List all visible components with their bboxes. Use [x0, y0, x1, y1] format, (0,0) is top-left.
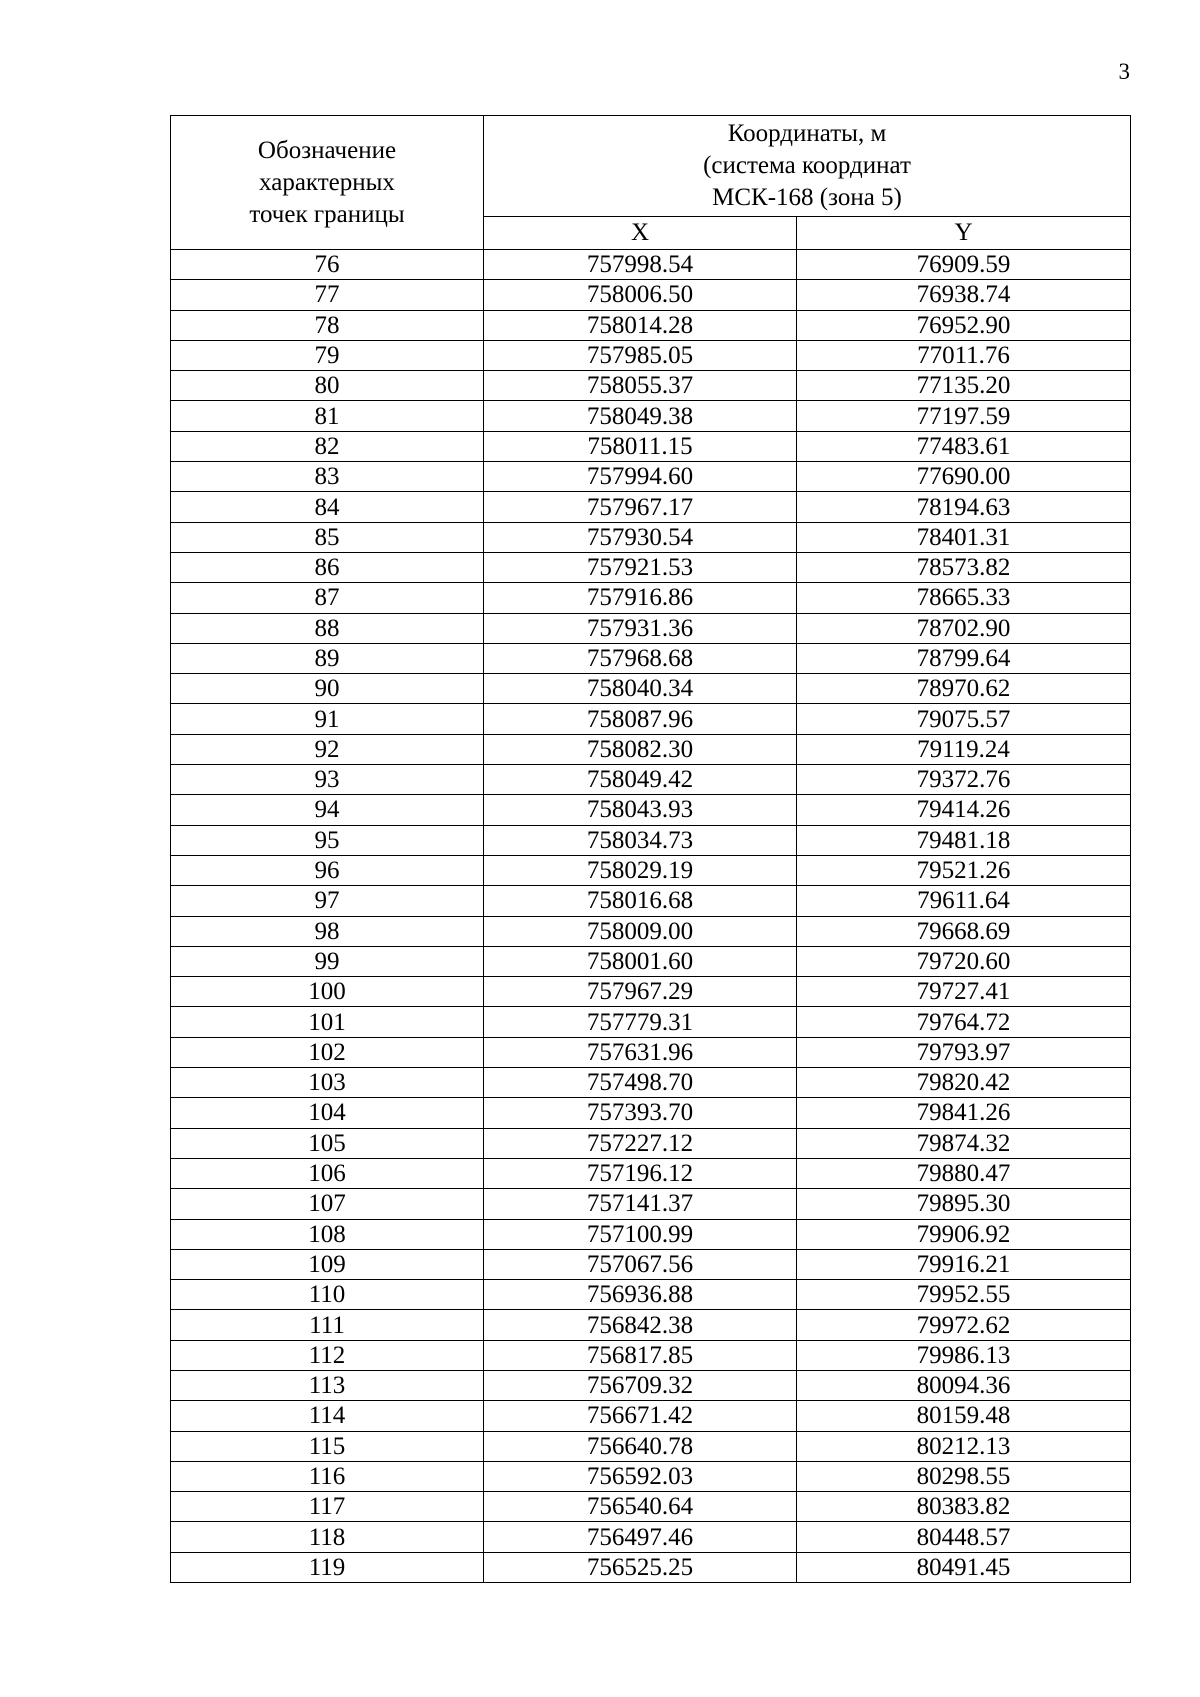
point-number-cell: 81 — [171, 401, 484, 431]
point-number-cell: 88 — [171, 613, 484, 643]
table-row — [171, 492, 1131, 522]
table-row — [171, 1219, 1131, 1249]
point-number-cell: 76 — [171, 250, 484, 280]
x-coordinate-cell: 758049.42 — [484, 765, 797, 795]
y-coordinate-cell: 77483.61 — [797, 431, 1131, 461]
y-coordinate-cell: 79611.64 — [797, 886, 1131, 916]
y-coordinate-cell: 79075.57 — [797, 704, 1131, 734]
x-coordinate-cell: 758029.19 — [484, 855, 797, 885]
table-row — [171, 371, 1131, 401]
point-number-cell: 96 — [171, 855, 484, 885]
y-coordinate-cell: 78665.33 — [797, 583, 1131, 613]
x-coordinate-cell: 756592.03 — [484, 1461, 797, 1491]
y-coordinate-cell: 79880.47 — [797, 1158, 1131, 1188]
x-coordinate-cell: 758087.96 — [484, 704, 797, 734]
y-coordinate-cell: 79895.30 — [797, 1189, 1131, 1219]
y-coordinate-cell: 79521.26 — [797, 855, 1131, 885]
point-number-cell: 84 — [171, 492, 484, 522]
coords-header-line-1: Координаты, м — [727, 120, 887, 147]
x-coordinate-cell: 756671.42 — [484, 1401, 797, 1431]
table-row — [171, 431, 1131, 461]
x-coordinate-cell: 757196.12 — [484, 1158, 797, 1188]
y-coordinate-cell: 80298.55 — [797, 1461, 1131, 1491]
y-coordinate-cell: 80383.82 — [797, 1492, 1131, 1522]
table-row — [171, 977, 1131, 1007]
point-number-cell: 95 — [171, 825, 484, 855]
point-number-cell: 101 — [171, 1007, 484, 1037]
x-coordinate-cell: 757931.36 — [484, 613, 797, 643]
x-coordinate-cell: 758009.00 — [484, 916, 797, 946]
table-row — [171, 250, 1131, 280]
point-header-line-2: характерных — [259, 168, 395, 196]
table-row — [171, 886, 1131, 916]
table-row — [171, 1249, 1131, 1279]
table-row — [171, 1007, 1131, 1037]
point-number-cell: 100 — [171, 977, 484, 1007]
point-number-cell: 80 — [171, 371, 484, 401]
point-number-cell: 105 — [171, 1128, 484, 1158]
table-row — [171, 401, 1131, 431]
table-row — [171, 765, 1131, 795]
y-coordinate-cell: 80094.36 — [797, 1370, 1131, 1400]
x-coordinate-cell: 757968.68 — [484, 643, 797, 673]
x-coordinate-cell: 757227.12 — [484, 1128, 797, 1158]
point-header-line-1: Обозначение — [257, 136, 397, 164]
x-coordinate-cell: 758082.30 — [484, 734, 797, 764]
y-coordinate-cell: 79874.32 — [797, 1128, 1131, 1158]
y-coordinate-cell: 79820.42 — [797, 1068, 1131, 1098]
point-number-cell: 112 — [171, 1340, 484, 1370]
x-coordinate-cell: 757998.54 — [484, 250, 797, 280]
table-row — [171, 795, 1131, 825]
point-number-cell: 79 — [171, 340, 484, 370]
x-coordinate-cell: 758055.37 — [484, 371, 797, 401]
table-row — [171, 1189, 1131, 1219]
y-coordinate-cell: 76909.59 — [797, 250, 1131, 280]
x-coordinate-cell: 756525.25 — [484, 1552, 797, 1582]
point-number-cell: 109 — [171, 1249, 484, 1279]
x-coordinate-cell: 756842.38 — [484, 1310, 797, 1340]
y-coordinate-cell: 79952.55 — [797, 1280, 1131, 1310]
x-coordinate-cell: 758043.93 — [484, 795, 797, 825]
x-coordinate-cell: 757779.31 — [484, 1007, 797, 1037]
table-row — [171, 1098, 1131, 1128]
y-column-header: Y — [797, 217, 1131, 250]
point-number-cell: 103 — [171, 1068, 484, 1098]
table-row — [171, 1068, 1131, 1098]
y-coordinate-cell: 78401.31 — [797, 522, 1131, 552]
table-row — [171, 704, 1131, 734]
point-number-cell: 108 — [171, 1219, 484, 1249]
x-column-header: X — [484, 217, 797, 250]
y-coordinate-cell: 78573.82 — [797, 552, 1131, 582]
x-coordinate-cell: 757916.86 — [484, 583, 797, 613]
table-row — [171, 310, 1131, 340]
point-number-cell: 115 — [171, 1431, 484, 1461]
coords-header-line-3: МСК-168 (зона 5) — [712, 184, 902, 211]
table-row — [171, 1522, 1131, 1552]
table-row — [171, 946, 1131, 976]
x-coordinate-cell: 756497.46 — [484, 1522, 797, 1552]
table-row — [171, 583, 1131, 613]
y-coordinate-cell: 79764.72 — [797, 1007, 1131, 1037]
point-number-cell: 97 — [171, 886, 484, 916]
point-number-cell: 107 — [171, 1189, 484, 1219]
point-number-cell: 102 — [171, 1037, 484, 1067]
y-coordinate-cell: 79481.18 — [797, 825, 1131, 855]
table-row — [171, 1461, 1131, 1491]
point-number-cell: 77 — [171, 280, 484, 310]
x-coordinate-cell: 756709.32 — [484, 1370, 797, 1400]
table-row — [171, 1492, 1131, 1522]
coordinates-header — [484, 116, 1131, 217]
table-row — [171, 1401, 1131, 1431]
x-coordinate-cell: 757930.54 — [484, 522, 797, 552]
x-coordinate-cell: 757994.60 — [484, 462, 797, 492]
point-number-cell: 117 — [171, 1492, 484, 1522]
table-row — [171, 522, 1131, 552]
table-row — [171, 462, 1131, 492]
point-number-cell: 110 — [171, 1280, 484, 1310]
point-number-cell: 106 — [171, 1158, 484, 1188]
table-row — [171, 1370, 1131, 1400]
point-number-cell: 91 — [171, 704, 484, 734]
point-number-cell: 82 — [171, 431, 484, 461]
point-number-cell: 98 — [171, 916, 484, 946]
point-number-cell: 87 — [171, 583, 484, 613]
y-coordinate-cell: 79119.24 — [797, 734, 1131, 764]
point-designation-header — [171, 116, 484, 250]
x-coordinate-cell: 756936.88 — [484, 1280, 797, 1310]
x-coordinate-cell: 757067.56 — [484, 1249, 797, 1279]
table-row — [171, 1128, 1131, 1158]
x-coordinate-cell: 757100.99 — [484, 1219, 797, 1249]
y-coordinate-cell: 76938.74 — [797, 280, 1131, 310]
y-coordinate-cell: 77690.00 — [797, 462, 1131, 492]
y-coordinate-cell: 78970.62 — [797, 674, 1131, 704]
table-row — [171, 1431, 1131, 1461]
table-row — [171, 280, 1131, 310]
table-row — [171, 1158, 1131, 1188]
table-row — [171, 734, 1131, 764]
point-number-cell: 119 — [171, 1552, 484, 1582]
coords-header-line-2: (система координат — [703, 152, 911, 179]
y-coordinate-cell: 79986.13 — [797, 1340, 1131, 1370]
x-coordinate-cell: 758040.34 — [484, 674, 797, 704]
coordinates-table — [170, 115, 1131, 1583]
y-coordinate-cell: 77011.76 — [797, 340, 1131, 370]
point-number-cell: 104 — [171, 1098, 484, 1128]
x-coordinate-cell: 758014.28 — [484, 310, 797, 340]
point-number-cell: 78 — [171, 310, 484, 340]
y-coordinate-cell: 78194.63 — [797, 492, 1131, 522]
y-coordinate-cell: 79793.97 — [797, 1037, 1131, 1067]
table-row — [171, 674, 1131, 704]
x-coordinate-cell: 756640.78 — [484, 1431, 797, 1461]
x-coordinate-cell: 757967.29 — [484, 977, 797, 1007]
point-number-cell: 111 — [171, 1310, 484, 1340]
point-number-cell: 118 — [171, 1522, 484, 1552]
y-coordinate-cell: 79906.92 — [797, 1219, 1131, 1249]
point-number-cell: 116 — [171, 1461, 484, 1491]
x-coordinate-cell: 757921.53 — [484, 552, 797, 582]
y-coordinate-cell: 79372.76 — [797, 765, 1131, 795]
point-header-line-3: точек границы — [249, 200, 405, 228]
point-number-cell: 86 — [171, 552, 484, 582]
x-coordinate-cell: 758049.38 — [484, 401, 797, 431]
y-coordinate-cell: 80491.45 — [797, 1552, 1131, 1582]
x-coordinate-cell: 757985.05 — [484, 340, 797, 370]
point-number-cell: 113 — [171, 1370, 484, 1400]
x-coordinate-cell: 758001.60 — [484, 946, 797, 976]
table-row — [171, 340, 1131, 370]
x-coordinate-cell: 757631.96 — [484, 1037, 797, 1067]
y-coordinate-cell: 79720.60 — [797, 946, 1131, 976]
y-coordinate-cell: 77135.20 — [797, 371, 1131, 401]
y-coordinate-cell: 79414.26 — [797, 795, 1131, 825]
y-coordinate-cell: 80448.57 — [797, 1522, 1131, 1552]
y-coordinate-cell: 78799.64 — [797, 643, 1131, 673]
point-number-cell: 85 — [171, 522, 484, 552]
table-row — [171, 855, 1131, 885]
point-number-cell: 114 — [171, 1401, 484, 1431]
table-row — [171, 643, 1131, 673]
x-coordinate-cell: 758006.50 — [484, 280, 797, 310]
y-coordinate-cell: 79841.26 — [797, 1098, 1131, 1128]
x-coordinate-cell: 757498.70 — [484, 1068, 797, 1098]
x-coordinate-cell: 756817.85 — [484, 1340, 797, 1370]
y-coordinate-cell: 80159.48 — [797, 1401, 1131, 1431]
table-row — [171, 1280, 1131, 1310]
x-coordinate-cell: 757393.70 — [484, 1098, 797, 1128]
x-coordinate-cell: 757141.37 — [484, 1189, 797, 1219]
y-coordinate-cell: 80212.13 — [797, 1431, 1131, 1461]
y-coordinate-cell: 77197.59 — [797, 401, 1131, 431]
y-coordinate-cell: 79972.62 — [797, 1310, 1131, 1340]
table-row — [171, 1037, 1131, 1067]
y-coordinate-cell: 79727.41 — [797, 977, 1131, 1007]
point-number-cell: 89 — [171, 643, 484, 673]
table-row — [171, 825, 1131, 855]
y-coordinate-cell: 76952.90 — [797, 310, 1131, 340]
x-coordinate-cell: 758016.68 — [484, 886, 797, 916]
page-number: 3 — [1118, 59, 1130, 84]
table-row — [171, 1340, 1131, 1370]
point-number-cell: 99 — [171, 946, 484, 976]
table-row — [171, 552, 1131, 582]
table-row — [171, 613, 1131, 643]
x-coordinate-cell: 758034.73 — [484, 825, 797, 855]
x-coordinate-cell: 758011.15 — [484, 431, 797, 461]
y-coordinate-cell: 79916.21 — [797, 1249, 1131, 1279]
point-number-cell: 83 — [171, 462, 484, 492]
point-number-cell: 90 — [171, 674, 484, 704]
coordinates-table-body — [171, 250, 1131, 1583]
y-coordinate-cell: 78702.90 — [797, 613, 1131, 643]
table-row — [171, 916, 1131, 946]
point-number-cell: 92 — [171, 734, 484, 764]
x-coordinate-cell: 756540.64 — [484, 1492, 797, 1522]
y-coordinate-cell: 79668.69 — [797, 916, 1131, 946]
table-row — [171, 1310, 1131, 1340]
table-row — [171, 1552, 1131, 1582]
x-coordinate-cell: 757967.17 — [484, 492, 797, 522]
point-number-cell: 93 — [171, 765, 484, 795]
point-number-cell: 94 — [171, 795, 484, 825]
